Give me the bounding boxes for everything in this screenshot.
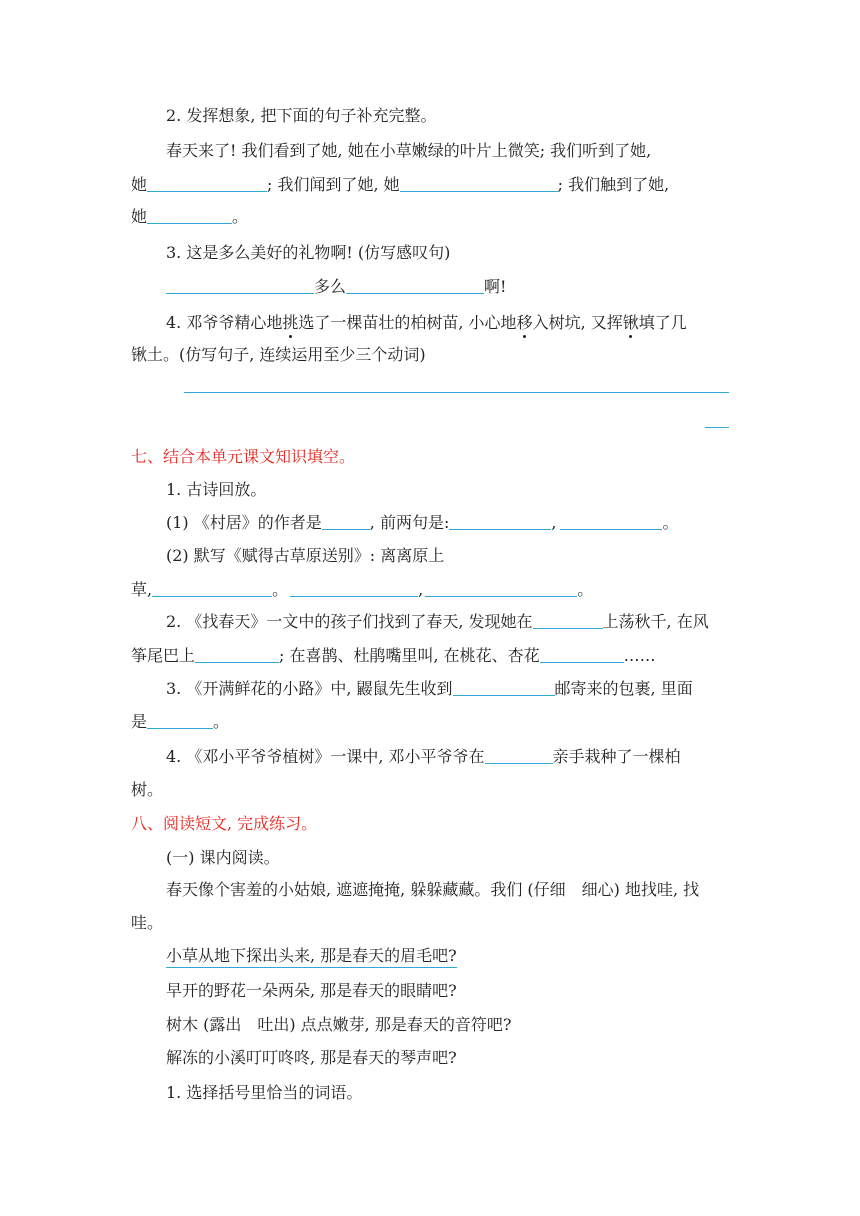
s7-q3-line1 (166, 679, 693, 699)
s7-q1-1-blank-2[interactable] (449, 513, 551, 530)
q2-line2 (131, 175, 669, 195)
s7-q4-text-a: 4. 《邓小平爷爷植树》一课中, 邓小平爷爷在 (166, 747, 485, 766)
s7-q1-2-text-b: 。 (272, 580, 289, 599)
q2-text-e: 。 (232, 207, 249, 226)
q2-blank-3[interactable] (147, 207, 232, 224)
q3-answer-line (166, 277, 506, 297)
section-8-heading: 八、阅读短文, 完成练习。 (131, 814, 318, 833)
s7-q2-blank-2[interactable] (195, 646, 279, 663)
q2-text-c: ; 我们触到了她, (557, 175, 670, 194)
s7-q4-blank-1[interactable] (485, 747, 553, 764)
s7-q4-line2: 树。 (131, 780, 164, 799)
s8-para1-line2: 哇。 (131, 913, 164, 932)
s8-para4: 树木 (露出 吐出) 点点嫩芽, 那是春天的音符吧? (166, 1015, 512, 1034)
q4-verb1: 挑 (282, 313, 299, 332)
q4-middle2: 树坑, 又 (548, 313, 607, 332)
s7-q3-blank-2[interactable] (147, 712, 213, 729)
q2-text-d: 她 (131, 207, 148, 226)
s8-q1: 1. 选择括号里恰当的词语。 (166, 1083, 363, 1102)
s7-q2-blank-1[interactable] (533, 612, 603, 629)
s7-q1-1-text-a: (1) 《村居》的作者是 (166, 513, 322, 532)
s7-q1-1-blank-3[interactable] (560, 513, 662, 530)
s7-q2-text-a: 2. 《找春天》一文中的孩子们找到了春天, 发现她在 (166, 612, 533, 631)
q4-line1 (166, 313, 687, 333)
q4-middle1: 选了一棵苗壮的柏树苗, 小心地 (298, 313, 517, 332)
s7-q1-2-blank-2[interactable] (290, 580, 418, 597)
s8-para2 (166, 946, 457, 966)
q2-blank-2[interactable] (400, 175, 558, 192)
s7-q2-line2 (131, 646, 656, 666)
s8-subheading: (一) 课内阅读。 (166, 848, 280, 867)
q4-answer-line-2[interactable] (705, 427, 729, 428)
s7-q1-1-text-d: 。 (662, 513, 679, 532)
s7-q2-text-c: 筝尾巴上 (131, 646, 196, 665)
q4-line2: 锹土。(仿写句子, 连续运用至少三个动词) (131, 345, 426, 364)
q4-prefix: 4. 邓爷爷精心地 (166, 313, 283, 332)
q4-answer-line-1[interactable] (184, 392, 729, 393)
s7-q2-blank-3[interactable] (540, 646, 624, 663)
q4-suffix: 了几 (654, 313, 687, 332)
s7-q3-text-a: 3. 《开满鲜花的小路》中, 鼹鼠先生收到 (166, 679, 453, 698)
q3-title: 3. 这是多么美好的礼物啊! (仿写感叹句) (166, 243, 451, 262)
q2-text-a: 她 (131, 175, 148, 194)
q2-text-b: ; 我们闻到了她, 她 (267, 175, 400, 194)
s7-q3-line2 (131, 712, 229, 732)
s7-q1-2-line2 (131, 580, 593, 600)
q4-verb3: 挥锹填 (606, 313, 655, 332)
s7-q1-2-text-a: 草, (131, 580, 153, 599)
q3-end: 啊! (484, 277, 507, 296)
s7-q1-2: (2) 默写《赋得古草原送别》: 离离原上 (166, 546, 445, 565)
s7-q2-text-d: ; 在喜鹊、杜鹃嘴里叫, 在桃花、杏花 (279, 646, 540, 665)
s7-q1-1-text-b: , 前两句是: (369, 513, 450, 532)
s7-q1-2-text-d: 。 (577, 580, 594, 599)
s7-q2-text-b: 上荡秋千, 在风 (602, 612, 709, 631)
q3-mid: 多么 (314, 277, 347, 296)
s8-para1: 春天像个害羞的小姑娘, 遮遮掩掩, 躲躲藏藏。我们 (仔细 细心) 地找哇, 找 (166, 880, 700, 899)
s8-para2-underlined: 小草从地下探出头来, 那是春天的眉毛吧? (166, 946, 457, 968)
s7-q3-blank-1[interactable] (453, 679, 555, 696)
q4-verb2: 移 (516, 313, 533, 332)
s7-q3-text-d: 。 (213, 712, 230, 731)
s7-q1-title: 1. 古诗回放。 (166, 480, 267, 499)
q3-blank-2[interactable] (346, 277, 484, 294)
s7-q1-2-blank-1[interactable] (152, 580, 272, 597)
s7-q1-1-text-c: , (551, 513, 557, 532)
q4-verb2-suffix: 入 (532, 313, 549, 332)
s7-q3-text-c: 是 (131, 712, 148, 731)
q2-line3 (131, 207, 248, 227)
s7-q2-line1 (166, 612, 709, 632)
s7-q1-1 (166, 513, 678, 533)
s7-q1-2-text-c: , (418, 580, 424, 599)
s7-q4-line1 (166, 747, 681, 767)
s8-para5: 解冻的小溪叮叮咚咚, 那是春天的琴声吧? (166, 1048, 457, 1067)
q2-title: 2. 发挥想象, 把下面的句子补充完整。 (166, 106, 437, 125)
section-7-heading: 七、结合本单元课文知识填空。 (131, 447, 356, 466)
q2-line1: 春天来了! 我们看到了她, 她在小草嫩绿的叶片上微笑; 我们听到了她, (166, 141, 652, 160)
q2-blank-1[interactable] (147, 175, 267, 192)
q3-blank-1[interactable] (166, 277, 314, 294)
s7-q4-text-b: 亲手栽种了一棵柏 (552, 747, 681, 766)
s7-q1-2-blank-3[interactable] (425, 580, 577, 597)
s8-para3: 早开的野花一朵两朵, 那是春天的眼睛吧? (166, 981, 457, 1000)
s7-q3-text-b: 邮寄来的包裹, 里面 (554, 679, 693, 698)
s7-q1-1-blank-author[interactable] (322, 513, 370, 530)
s7-q2-ellipsis: …… (623, 646, 656, 665)
